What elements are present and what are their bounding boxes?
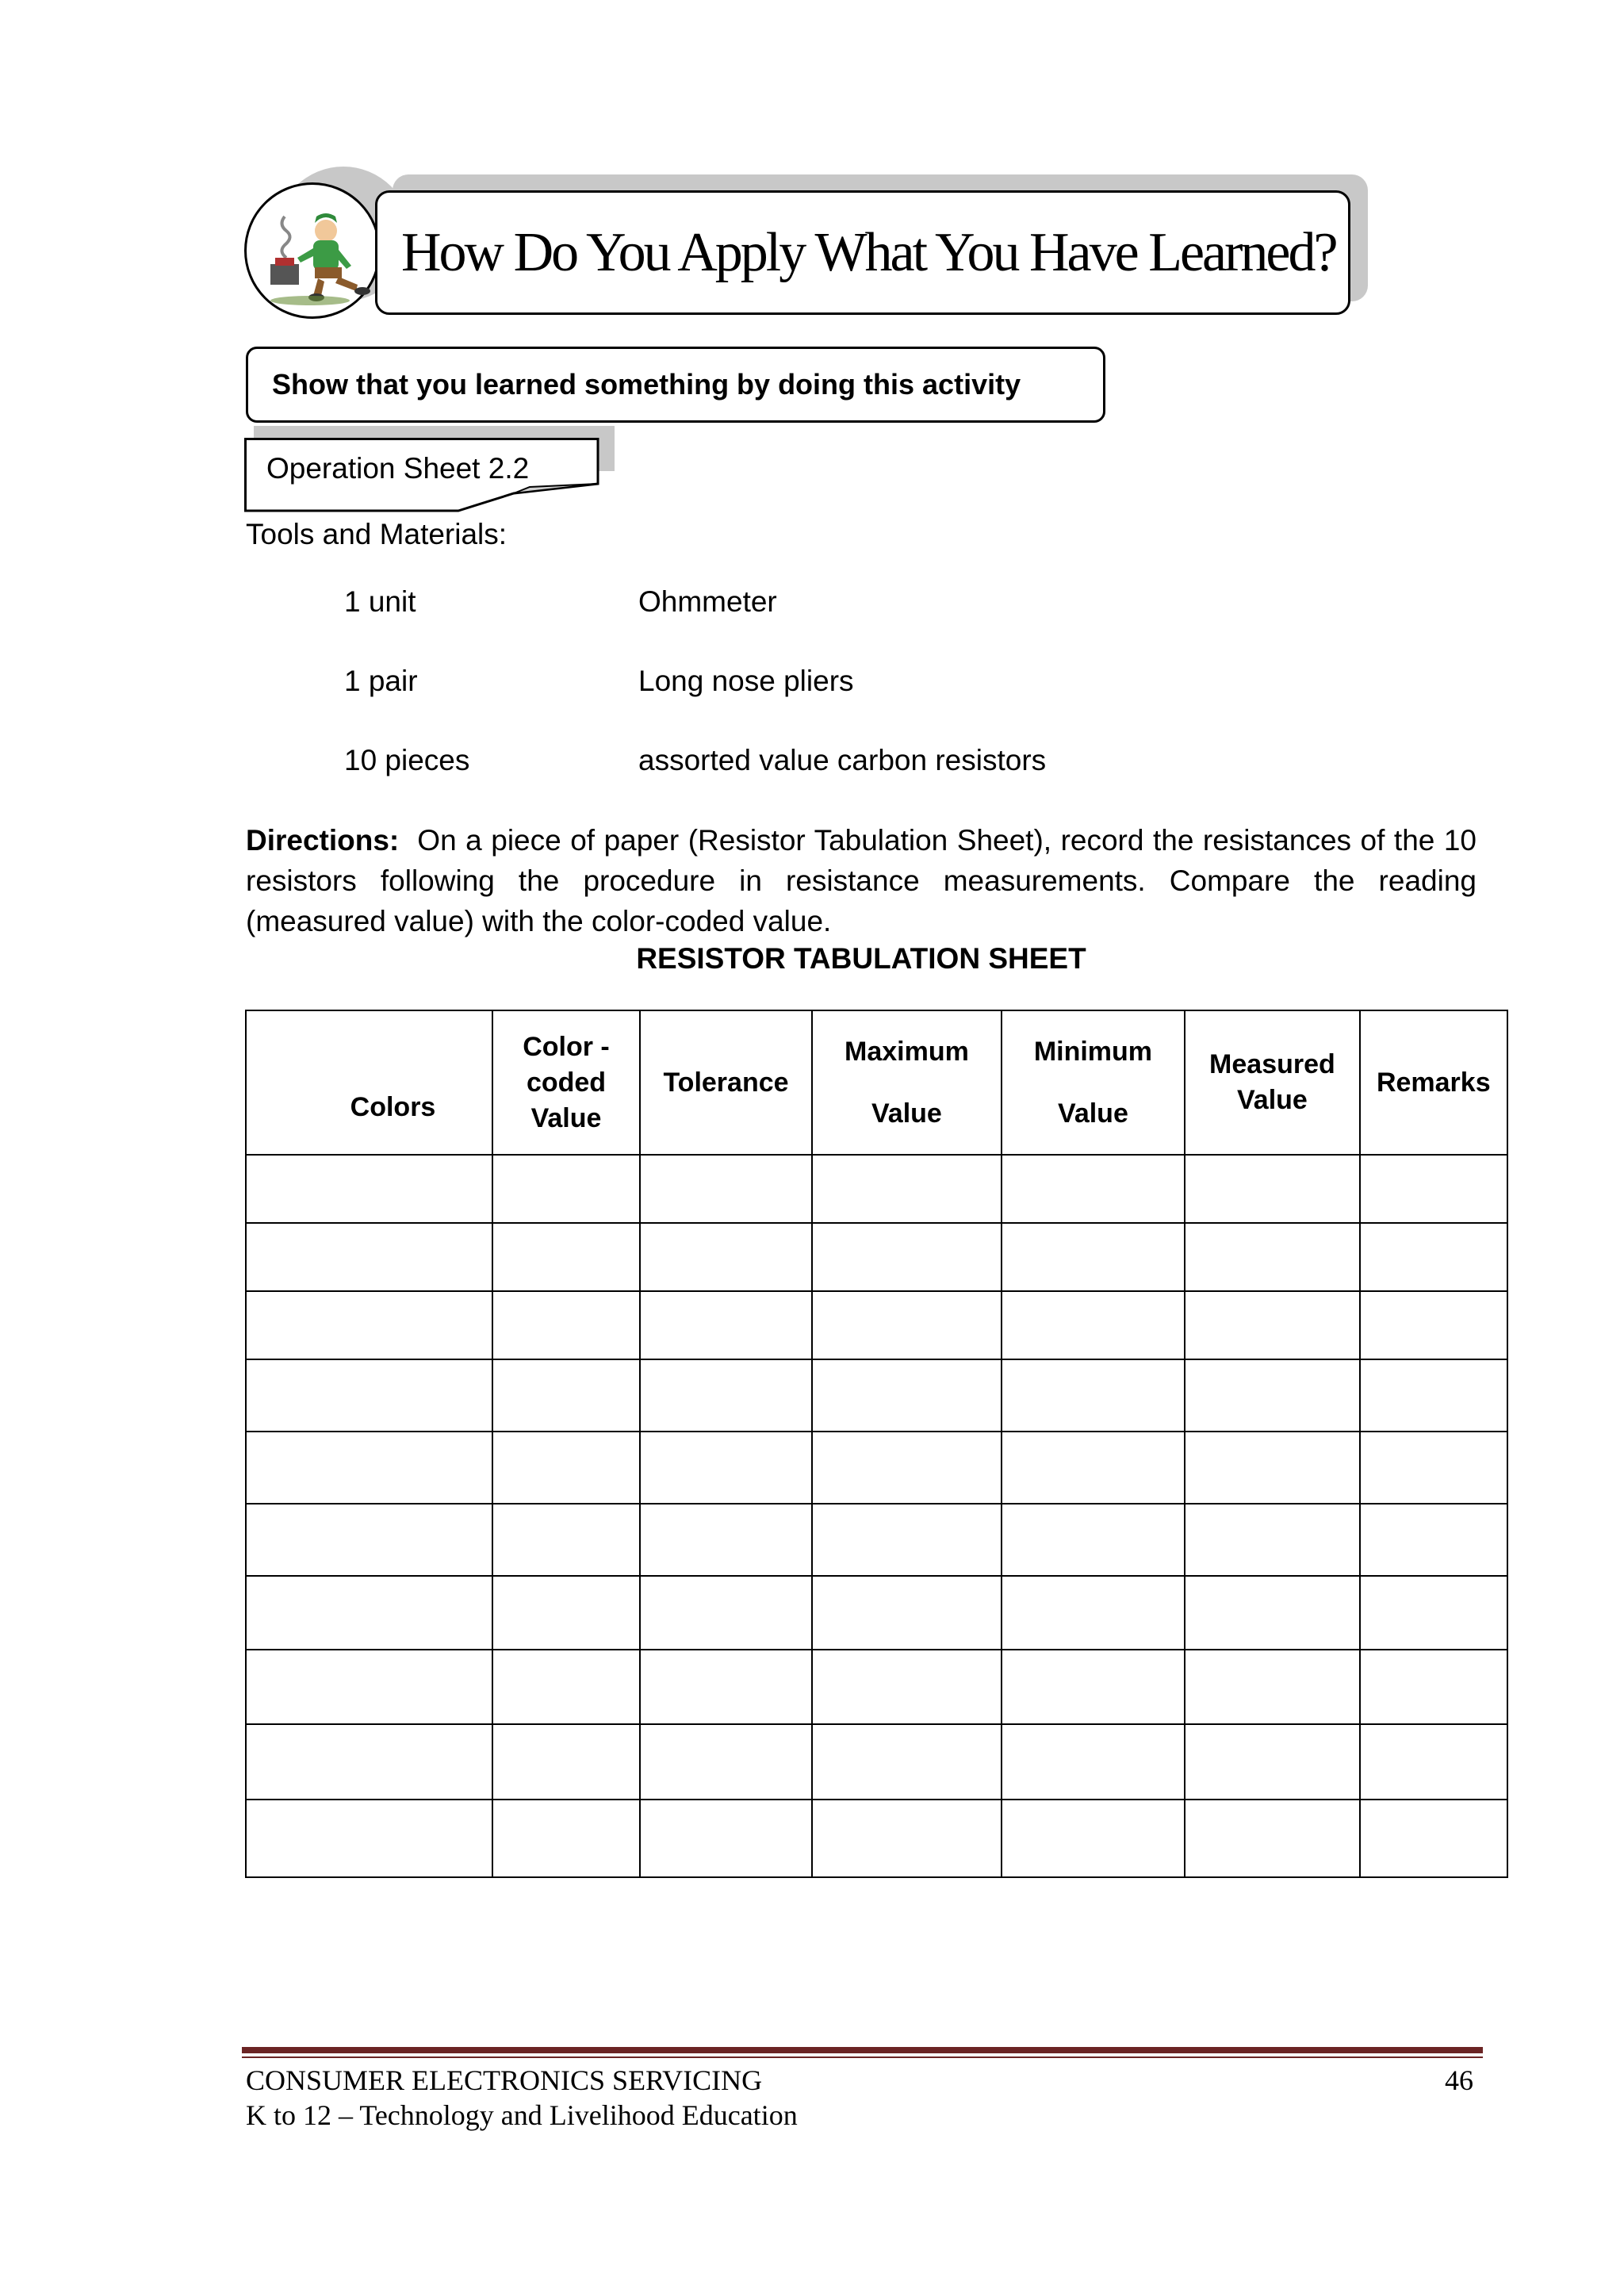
cell[interactable] <box>1360 1504 1507 1576</box>
header-colors: Colors <box>246 1010 492 1155</box>
page-number: 46 <box>1445 2064 1473 2096</box>
cell[interactable] <box>812 1650 1002 1724</box>
cell[interactable] <box>1185 1800 1360 1877</box>
tool-qty-3: 10 pieces <box>344 744 470 776</box>
table-row <box>246 1724 1507 1800</box>
cell[interactable] <box>1002 1504 1185 1576</box>
cell[interactable] <box>812 1800 1002 1877</box>
tool-item-2: Long nose pliers <box>638 665 854 697</box>
cell[interactable] <box>1185 1223 1360 1291</box>
cell[interactable] <box>640 1155 812 1223</box>
tool-qty-2: 1 pair <box>344 665 418 697</box>
footer-rule-thin <box>242 2056 1483 2058</box>
header-measured-value: Measured Value <box>1185 1010 1360 1155</box>
cell[interactable] <box>246 1155 492 1223</box>
cell[interactable] <box>1185 1291 1360 1359</box>
cell[interactable] <box>1002 1155 1185 1223</box>
cell[interactable] <box>246 1800 492 1877</box>
table-row <box>246 1650 1507 1724</box>
cell[interactable] <box>1185 1650 1360 1724</box>
footer-rule-thick <box>242 2047 1483 2053</box>
cell[interactable] <box>640 1504 812 1576</box>
cell[interactable] <box>1002 1291 1185 1359</box>
cell[interactable] <box>246 1223 492 1291</box>
table-row <box>246 1155 1507 1223</box>
cell[interactable] <box>1002 1800 1185 1877</box>
cell[interactable] <box>812 1155 1002 1223</box>
cell[interactable] <box>492 1291 640 1359</box>
cell[interactable] <box>492 1504 640 1576</box>
cell[interactable] <box>640 1576 812 1650</box>
cell[interactable] <box>1360 1155 1507 1223</box>
cell[interactable] <box>246 1724 492 1800</box>
footer-subject: CONSUMER ELECTRONICS SERVICING <box>246 2064 763 2096</box>
cell[interactable] <box>246 1359 492 1432</box>
cell[interactable] <box>492 1432 640 1504</box>
directions-label: Directions: <box>246 824 400 857</box>
cell[interactable] <box>1185 1576 1360 1650</box>
cell[interactable] <box>492 1800 640 1877</box>
tool-item-3: assorted value carbon resistors <box>638 744 1047 776</box>
cell[interactable] <box>1002 1223 1185 1291</box>
cell[interactable] <box>246 1504 492 1576</box>
header-maximum-value: Maximum Value <box>812 1010 1002 1155</box>
cell[interactable] <box>1360 1724 1507 1800</box>
cell[interactable] <box>1002 1359 1185 1432</box>
cell[interactable] <box>1185 1724 1360 1800</box>
directions-text: On a piece of paper (Resistor Tabulation Sheet), record the resistances of the 10 resistors following the procedure in resistance measurements. Compare the reading (measured value) with the color-coded value. <box>246 824 1477 937</box>
cell[interactable] <box>1360 1432 1507 1504</box>
cell[interactable] <box>246 1650 492 1724</box>
cell[interactable] <box>246 1576 492 1650</box>
cell[interactable] <box>1360 1223 1507 1291</box>
cell[interactable] <box>492 1724 640 1800</box>
activity-prompt: Show that you learned something by doing this activity <box>272 368 1021 401</box>
table-row <box>246 1800 1507 1877</box>
tool-qty-1: 1 unit <box>344 585 416 618</box>
table-row <box>246 1432 1507 1504</box>
header-minimum-value: Minimum Value <box>1002 1010 1185 1155</box>
cell[interactable] <box>246 1291 492 1359</box>
header-tolerance: Tolerance <box>640 1010 812 1155</box>
cell[interactable] <box>640 1432 812 1504</box>
cell[interactable] <box>1002 1432 1185 1504</box>
cell[interactable] <box>492 1359 640 1432</box>
operation-sheet-label: Operation Sheet 2.2 <box>266 452 530 485</box>
cell[interactable] <box>1360 1359 1507 1432</box>
table-row <box>246 1223 1507 1291</box>
kneeling-worker-illustration <box>247 185 378 316</box>
cell[interactable] <box>492 1223 640 1291</box>
cell[interactable] <box>640 1359 812 1432</box>
kneeling-worker-icon <box>244 182 381 319</box>
cell[interactable] <box>246 1432 492 1504</box>
table-row <box>246 1576 1507 1650</box>
cell[interactable] <box>640 1291 812 1359</box>
section-title: How Do You Apply What You Have Learned? <box>401 221 1336 283</box>
cell[interactable] <box>1360 1576 1507 1650</box>
activity-prompt-box <box>246 347 1105 423</box>
footer-program: K to 12 – Technology and Livelihood Education <box>246 2099 798 2131</box>
cell[interactable] <box>812 1359 1002 1432</box>
cell[interactable] <box>640 1800 812 1877</box>
table-title: RESISTOR TABULATION SHEET <box>636 942 1086 975</box>
cell[interactable] <box>1360 1800 1507 1877</box>
cell[interactable] <box>1185 1155 1360 1223</box>
cell[interactable] <box>640 1223 812 1291</box>
cell[interactable] <box>1002 1724 1185 1800</box>
cell[interactable] <box>640 1650 812 1724</box>
cell[interactable] <box>1360 1291 1507 1359</box>
directions-paragraph <box>246 820 1477 941</box>
cell[interactable] <box>1002 1650 1185 1724</box>
cell[interactable] <box>812 1724 1002 1800</box>
cell[interactable] <box>492 1650 640 1724</box>
cell[interactable] <box>812 1576 1002 1650</box>
tools-heading: Tools and Materials: <box>246 518 508 550</box>
cell[interactable] <box>492 1576 640 1650</box>
cell[interactable] <box>1002 1576 1185 1650</box>
section-banner <box>375 190 1350 315</box>
cell[interactable] <box>1185 1359 1360 1432</box>
table-row <box>246 1291 1507 1359</box>
cell[interactable] <box>812 1504 1002 1576</box>
table-row <box>246 1504 1507 1576</box>
cell[interactable] <box>1185 1432 1360 1504</box>
cell[interactable] <box>1360 1650 1507 1724</box>
table-row <box>246 1359 1507 1432</box>
cell[interactable] <box>640 1724 812 1800</box>
cell[interactable] <box>812 1432 1002 1504</box>
cell[interactable] <box>1185 1504 1360 1576</box>
cell[interactable] <box>812 1223 1002 1291</box>
cell[interactable] <box>492 1155 640 1223</box>
header-remarks: Remarks <box>1360 1010 1507 1155</box>
table-header-row <box>246 1010 1507 1155</box>
tool-item-1: Ohmmeter <box>638 585 777 618</box>
resistor-tabulation-table <box>245 1010 1508 1878</box>
header-color-coded-value: Color - coded Value <box>492 1010 640 1155</box>
cell[interactable] <box>812 1291 1002 1359</box>
